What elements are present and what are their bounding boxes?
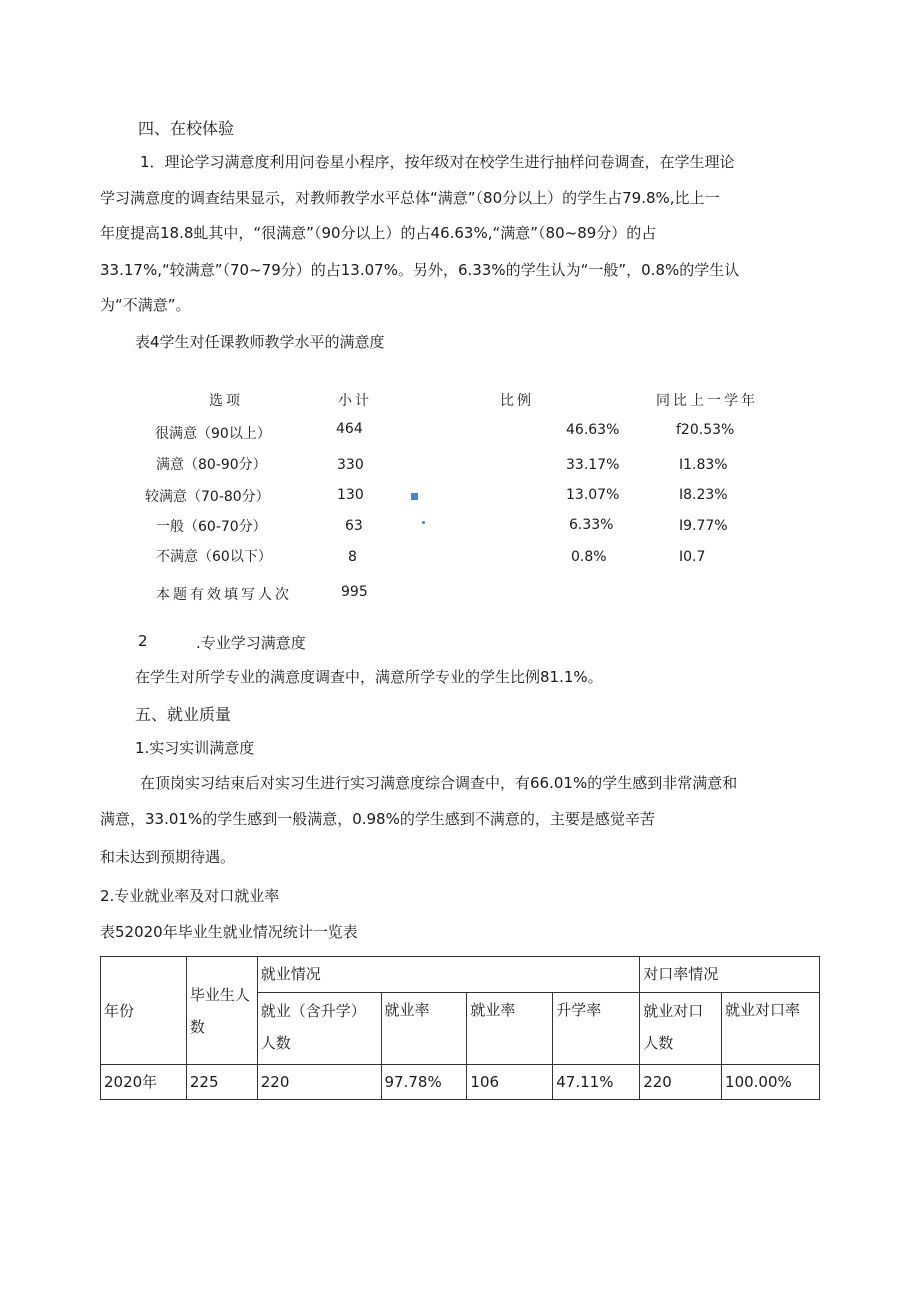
- survey-row-pct: 13.07%: [566, 487, 620, 503]
- survey-row-option: 一般（60-70分）: [156, 519, 267, 535]
- header-match-rate: 就业对口率: [722, 993, 820, 1065]
- cell-employment-rate-2: 106: [467, 1065, 553, 1100]
- pct-bar-marker: [422, 521, 425, 524]
- survey-row-yoy: I9.77%: [679, 518, 728, 534]
- section-heading-4: 四、在校体验: [138, 119, 235, 138]
- header-further-study-rate: 升学率: [553, 993, 640, 1065]
- survey-row-yoy: f20.53%: [676, 422, 735, 438]
- pct-bar-marker: [411, 493, 418, 500]
- header-employed-count: 就业（含升学）人数: [257, 993, 381, 1065]
- table-row: [101, 1065, 820, 1100]
- header-matched-count: 就业对口人数: [640, 993, 722, 1065]
- header-employment-group: 就业情况: [257, 957, 639, 993]
- employment-table: [100, 956, 820, 1100]
- para2-line1: 在顶岗实习结束后对实习生进行实习满意度综合调查中，有66.01%的学生感到非常满意和: [140, 774, 738, 792]
- item2-title: .专业学习满意度: [196, 634, 306, 652]
- para1-line4: 33.17%,“较满意”（70~79分）的占13.07%。另外，6.33%的学生认为“一般”，0.8%的学生认: [100, 261, 740, 279]
- para2-line2: 满意，33.01%的学生感到一般满意，0.98%的学生感到不满意的，主要是感觉辛苦: [100, 810, 655, 828]
- survey-row-count: 330: [337, 457, 364, 473]
- survey-row-option: 很满意（90以上）: [155, 426, 271, 442]
- para1-line2: 学习满意度的调查结果显示，对教师教学水平总体“满意”（80分以上）的学生占79.8%,比上一: [100, 189, 720, 207]
- cell-employment-rate: 97.78%: [381, 1065, 467, 1100]
- survey-header-option: 选项: [209, 393, 243, 409]
- header-year: 年份: [101, 957, 187, 1065]
- cell-employed-count: 220: [257, 1065, 381, 1100]
- header-employment-rate: 就业率: [381, 993, 467, 1065]
- survey-total-value: 995: [341, 584, 368, 600]
- survey-row-count: 63: [345, 518, 363, 534]
- section-heading-5: 五、就业质量: [135, 705, 232, 724]
- survey-row-option: 满意（80-90分）: [156, 457, 267, 473]
- survey-header-yoy: 同比上一学年: [656, 393, 758, 409]
- item2-num: 2: [138, 632, 148, 650]
- para1-line3: 年度提高18.8虬其中，“很满意”（90分以上）的占46.63%,“满意”（80~89分）的占: [100, 224, 657, 242]
- survey-row-count: 130: [337, 487, 364, 503]
- survey-row-pct: 46.63%: [566, 422, 620, 438]
- sub-heading-employment: 2.专业就业率及对口就业率: [100, 887, 280, 905]
- survey-row-pct: 0.8%: [571, 549, 607, 565]
- header-employment-rate-2: 就业率: [467, 993, 553, 1065]
- item2-body: 在学生对所学专业的满意度调查中，满意所学专业的学生比例81.1%。: [135, 668, 603, 686]
- survey-row-count: 8: [348, 549, 357, 565]
- survey-row-option: 不满意（60以下）: [156, 549, 272, 565]
- sub-heading-internship: 1.实习实训满意度: [135, 739, 255, 757]
- table5-caption: 表52020年毕业生就业情况统计一览表: [100, 923, 358, 941]
- cell-matched-count: 220: [640, 1065, 722, 1100]
- survey-row-yoy: I8.23%: [679, 487, 728, 503]
- survey-header-pct: 比例: [500, 393, 534, 409]
- survey-header-count: 小计: [338, 393, 372, 409]
- para1-line1: 1．理论学习满意度利用问卷星小程序，按年级对在校学生进行抽样问卷调查，在学生理论: [140, 153, 735, 171]
- survey-row-pct: 33.17%: [566, 457, 620, 473]
- para2-line3: 和未达到预期待遇。: [100, 848, 236, 866]
- survey-row-count: 464: [336, 421, 363, 437]
- survey-total-label: 本题有效填写人次: [156, 587, 292, 603]
- survey-row-yoy: I0.7: [679, 549, 706, 565]
- para1-line5: 为“不满意”。: [100, 296, 191, 314]
- header-graduates: 毕业生人数: [186, 957, 257, 1065]
- survey-row-yoy: I1.83%: [679, 457, 728, 473]
- cell-year: 2020年: [101, 1065, 187, 1100]
- cell-graduates: 225: [186, 1065, 257, 1100]
- survey-row-option: 较满意（70-80分）: [145, 489, 270, 505]
- cell-further-study-rate: 47.11%: [553, 1065, 640, 1100]
- cell-match-rate: 100.00%: [722, 1065, 820, 1100]
- header-match-group: 对口率情况: [640, 957, 820, 993]
- table4-caption: 表4学生对任课教师教学水平的满意度: [135, 333, 385, 351]
- survey-row-pct: 6.33%: [569, 517, 614, 533]
